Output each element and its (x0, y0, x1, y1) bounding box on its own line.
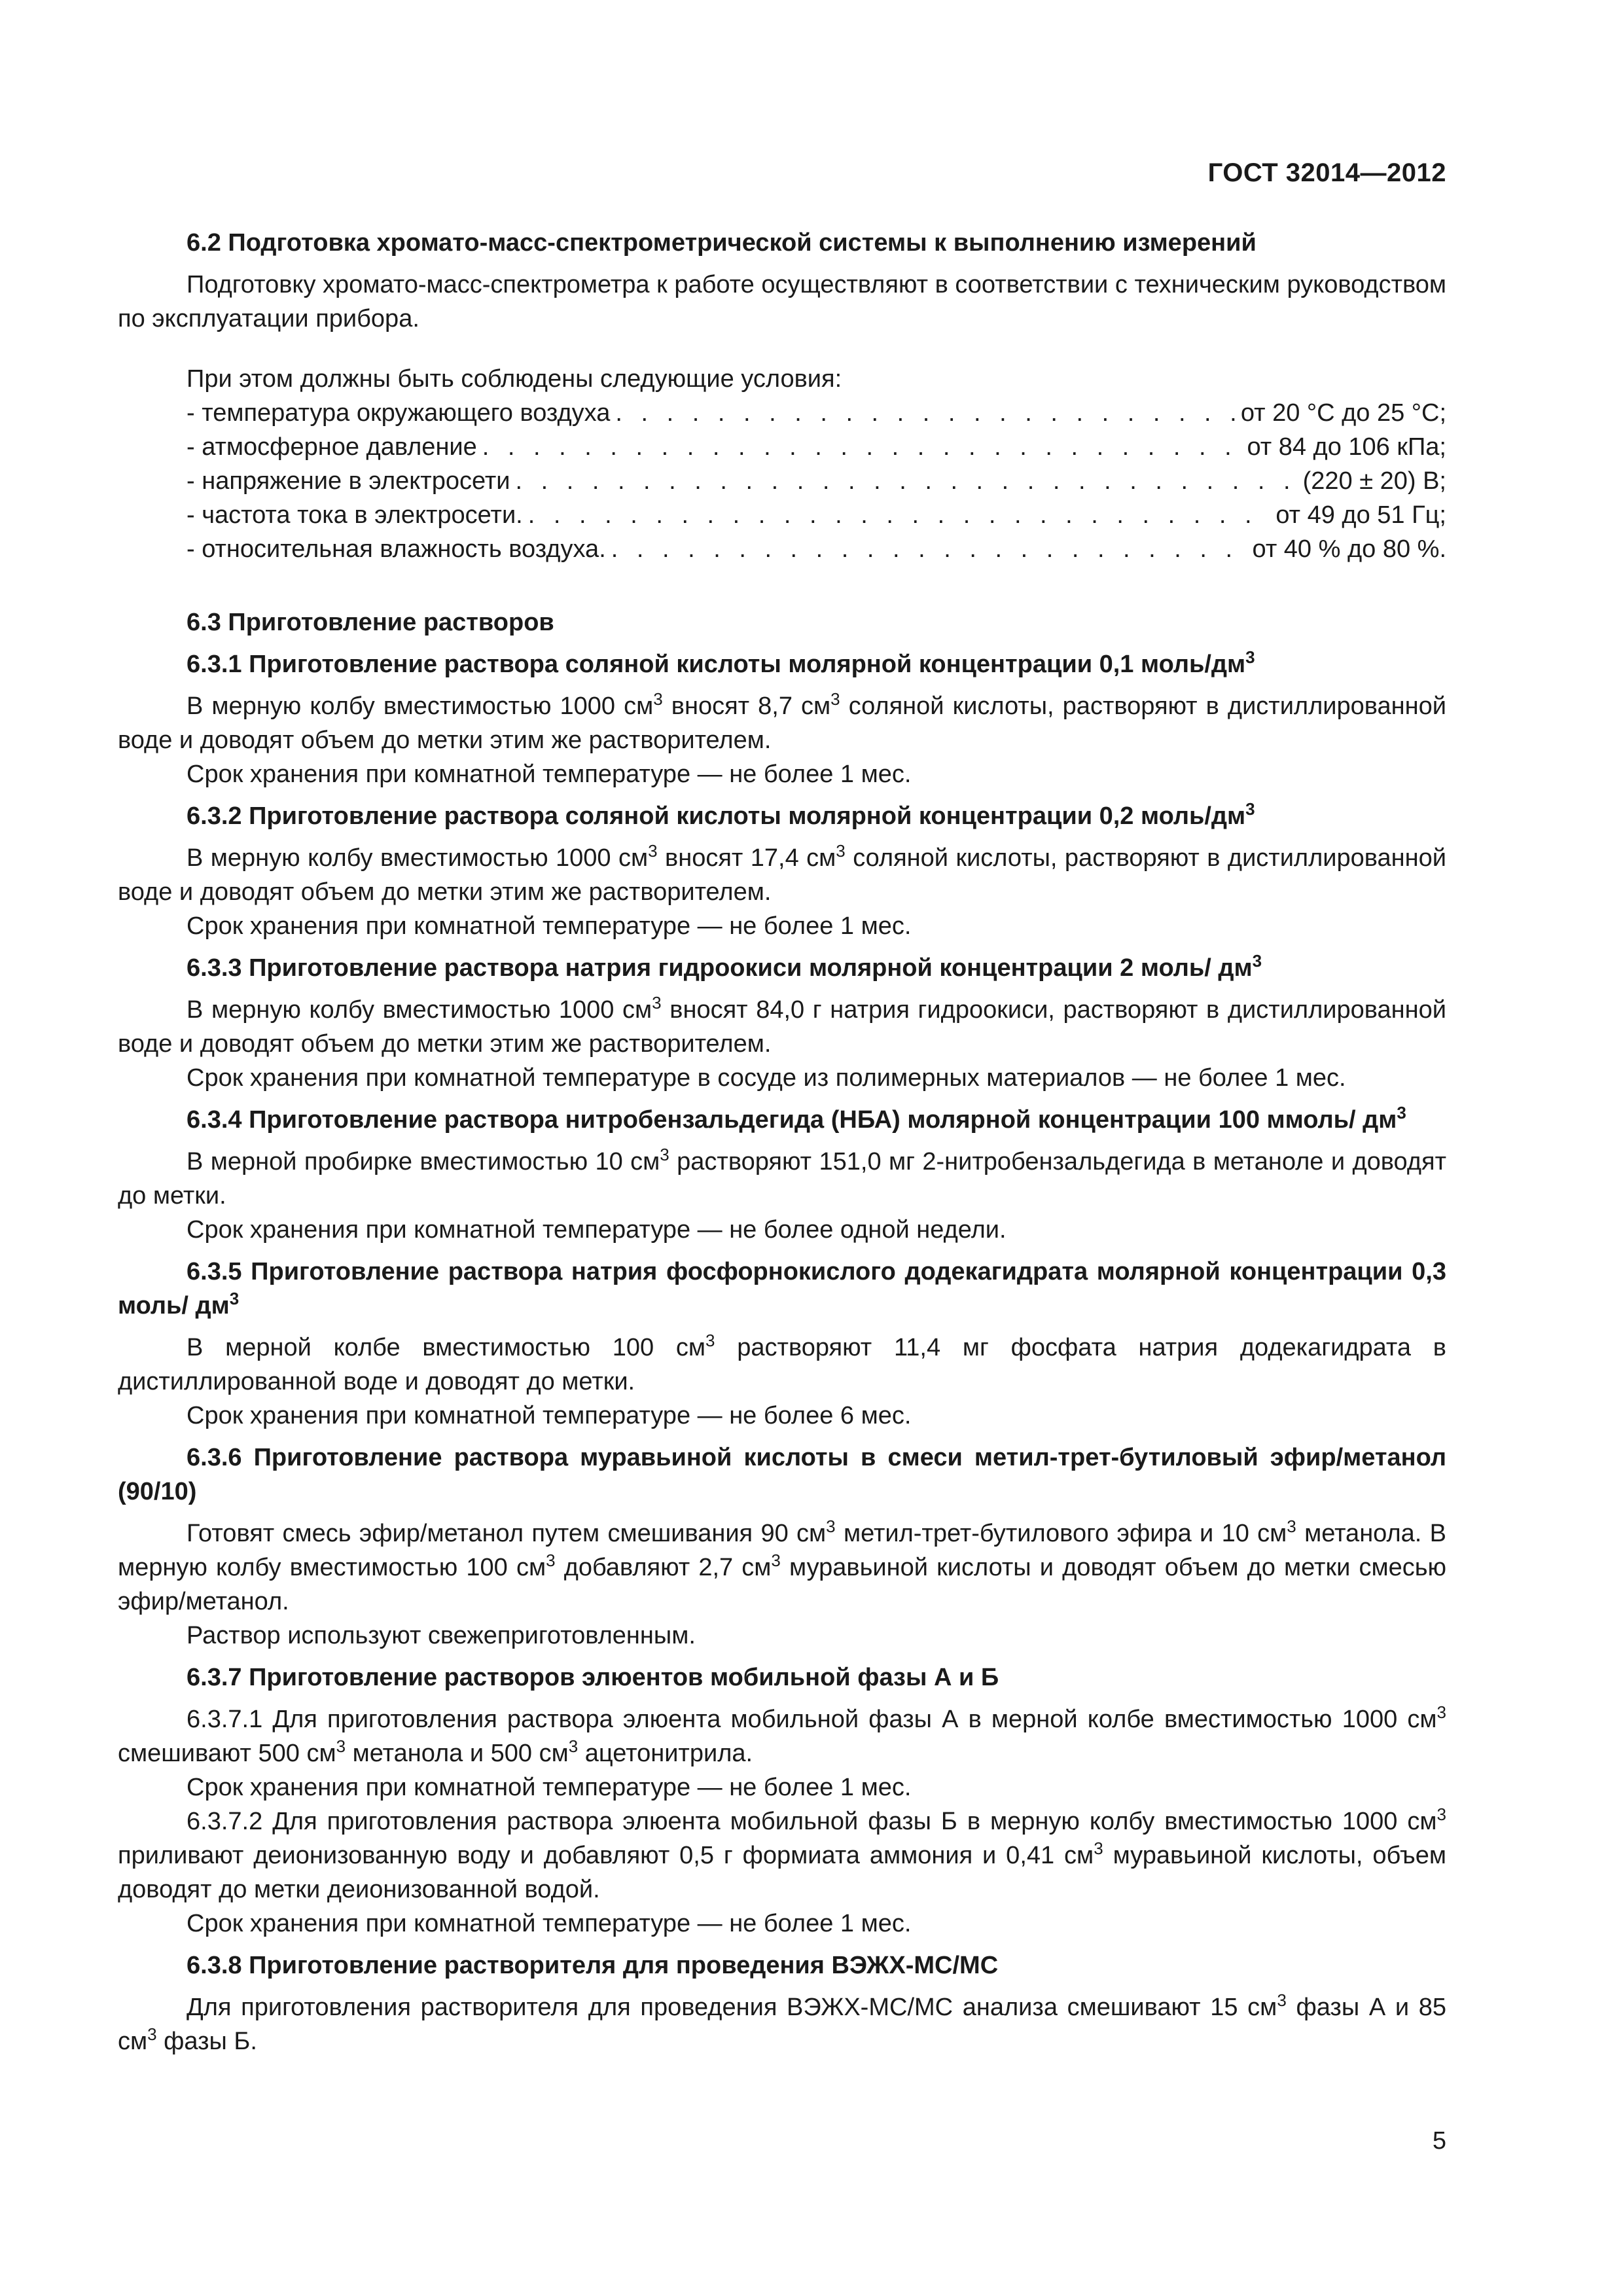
page-number: 5 (1432, 2127, 1446, 2155)
section-6-3-2-paragraph (118, 841, 1446, 909)
storage-note: Срок хранения при комнатной температуре — не более одной недели. (187, 1216, 1007, 1244)
condition-label: - напряжение в электросети (187, 467, 510, 495)
superscript: 3 (147, 2024, 157, 2044)
text-run: В мерную колбу вместимостью 1000 см (187, 844, 649, 872)
superscript: 3 (546, 1551, 556, 1570)
superscript: 3 (830, 689, 840, 709)
condition-row (118, 532, 1446, 566)
text-run: растворяют 11,4 мг фосфата натрия додекагидрата в дистиллированной воде и доводят до метки. (118, 1334, 1446, 1395)
condition-row (118, 498, 1446, 532)
storage-note: Срок хранения при комнатной температуре — не более 1 мес. (187, 1774, 912, 1801)
superscript: 3 (705, 1331, 715, 1350)
superscript: 3 (1436, 1702, 1446, 1722)
section-6-2-title: 6.2 Подготовка хромато-масс-спектрометрической системы к выполнению измерений (187, 229, 1257, 257)
superscript: 3 (1277, 1990, 1287, 2010)
condition-label: - температура окружающего воздуха (187, 399, 611, 427)
text-run: муравьиной кислоты и доводят объем до метки смесью эфир/метанол. (118, 1554, 1447, 1615)
text-run: 6.3.7.2 Для приготовления раствора элюента мобильной фазы Б в мерную колбу вместимостью 1000 см (187, 1808, 1437, 1835)
text-run: смешивают 500 см (118, 1740, 336, 1767)
superscript: 3 (660, 1145, 669, 1164)
conditions-intro: При этом должны быть соблюдены следующие условия: (187, 365, 842, 393)
text-run: фазы А и 85 см (118, 1994, 1447, 2055)
storage-note: Срок хранения при комнатной температуре — не более 1 мес. (187, 912, 912, 940)
condition-label: - частота тока в электросети. (187, 501, 523, 529)
text-run: 6.3.7.1 Для приготовления раствора элюента мобильной фазы А в мерной колбе вместимостью 1000 см (187, 1706, 1437, 1733)
superscript: 3 (1252, 951, 1262, 971)
text-run: В мерной колбе вместимостью 100 см (187, 1334, 706, 1361)
text-run: метанола. В мерную колбу вместимостью 100 см (118, 1520, 1447, 1581)
text-run: соляной кислоты, растворяют в дистиллированной воде и доводят объем до метки этим же растворителем. (118, 692, 1446, 754)
section-6-3-title: 6.3 Приготовление растворов (187, 609, 554, 636)
condition-value: (220 ± 20) В; (1302, 467, 1446, 495)
superscript: 3 (568, 1736, 579, 1756)
storage-note: Срок хранения при комнатной температуре — не более 1 мес. (187, 761, 912, 788)
text-run: вносят 17,4 см (657, 844, 836, 872)
text-run: приливают деионизованную воду и добавляют 0,5 г формиата аммония и 0,41 см (118, 1842, 1094, 1869)
condition-value: от 49 до 51 Гц; (1275, 501, 1446, 529)
dot-leader (615, 396, 1235, 430)
section-6-3-1-title (118, 647, 1446, 681)
usage-note: Раствор используют свежеприготовленным. (187, 1622, 696, 1649)
heading-text: 6.3.5 Приготовление раствора натрия фосфорнокислого додекагидрата молярной концентрации 0,3 моль/ дм (118, 1258, 1446, 1319)
text-run: метанола и 500 см (346, 1740, 569, 1767)
superscript: 3 (1245, 647, 1255, 667)
condition-label: - атмосферное давление (187, 433, 477, 461)
storage-note: Срок хранения при комнатной температуре — не более 1 мес. (187, 1910, 912, 1937)
superscript: 3 (1397, 1103, 1406, 1122)
text-run: муравьиной кислоты, объем доводят до метки деионизованной водой. (118, 1842, 1446, 1903)
text-run: В мерную колбу вместимостью 1000 см (187, 692, 654, 720)
text-run: растворяют 151,0 мг 2-нитробензальдегида в метаноле и доводят до метки. (118, 1148, 1446, 1210)
superscript: 3 (1287, 1516, 1296, 1536)
section-6-3-3-title (118, 951, 1446, 985)
section-6-3-8-paragraph (118, 1990, 1446, 2058)
condition-row (118, 464, 1446, 498)
dot-leader (482, 430, 1242, 464)
superscript: 3 (1245, 799, 1255, 819)
heading-text: 6.3.2 Приготовление раствора соляной кислоты молярной концентрации 0,2 моль/дм (187, 802, 1246, 830)
heading-text: 6.3.4 Приготовление раствора нитробензальдегида (НБА) молярной концентрации 100 ммоль/ дм (187, 1106, 1397, 1134)
text-run: соляной кислоты, растворяют в дистиллированной воде и доводят объем до метки этим же растворителем. (118, 844, 1446, 906)
text-run: вносят 8,7 см (662, 692, 831, 720)
superscript: 3 (652, 993, 662, 1013)
text-run: метил-трет-бутилового эфира и 10 см (835, 1520, 1287, 1547)
section-6-3-7-1-paragraph (118, 1702, 1446, 1770)
section-6-3-7-2-paragraph (118, 1804, 1446, 1907)
section-6-2-paragraph: Подготовку хромато-масс-спектрометра к работе осуществляют в соответствии с техническим руководством по эксплуатации прибора. (118, 271, 1446, 332)
section-6-3-1-paragraph (118, 689, 1446, 757)
text-run: добавляют 2,7 см (555, 1554, 772, 1581)
superscript: 3 (836, 841, 846, 861)
heading-text: 6.3.3 Приготовление раствора натрия гидроокиси молярной концентрации 2 моль/ дм (187, 954, 1253, 982)
superscript: 3 (1094, 1839, 1103, 1858)
storage-note: Срок хранения при комнатной температуре — не более 6 мес. (187, 1402, 912, 1429)
page-content (118, 226, 1446, 2058)
section-6-3-3-paragraph (118, 993, 1446, 1061)
superscript: 3 (653, 689, 663, 709)
condition-value: от 20 °С до 25 °С; (1240, 399, 1446, 427)
section-6-3-6-title: 6.3.6 Приготовление раствора муравьиной кислоты в смеси метил-трет-бутиловый эфир/метанол (90/10) (118, 1444, 1446, 1505)
superscript: 3 (648, 841, 658, 861)
section-6-3-5-paragraph (118, 1331, 1446, 1399)
section-6-3-5-title (118, 1255, 1446, 1323)
text-run: В мерной пробирке вместимостью 10 см (187, 1148, 660, 1175)
document-code: ГОСТ 32014—2012 (1207, 158, 1446, 187)
condition-value: от 40 % до 80 %. (1252, 535, 1446, 563)
condition-label: - относительная влажность воздуха. (187, 535, 606, 563)
section-6-3-7-title: 6.3.7 Приготовление растворов элюентов мобильной фазы А и Б (187, 1664, 999, 1691)
superscript: 3 (1436, 1804, 1446, 1824)
text-run: ацетонитрила. (578, 1740, 753, 1767)
text-run: фазы Б. (156, 2028, 257, 2055)
superscript: 3 (229, 1289, 240, 1308)
dot-leader (515, 464, 1297, 498)
text-run: Для приготовления растворителя для проведения ВЭЖХ-МС/МС анализа смешивают 15 см (187, 1994, 1277, 2021)
condition-row (118, 430, 1446, 464)
section-6-3-4-paragraph (118, 1145, 1446, 1213)
section-6-3-4-title (118, 1103, 1446, 1137)
superscript: 3 (336, 1736, 346, 1756)
superscript: 3 (771, 1551, 781, 1570)
dot-leader (611, 532, 1247, 566)
section-6-3-8-title: 6.3.8 Приготовление растворителя для проведения ВЭЖХ-МС/МС (187, 1952, 999, 1979)
section-6-3-6-paragraph (118, 1516, 1446, 1619)
condition-value: от 84 до 106 кПа; (1247, 433, 1446, 461)
text-run: В мерную колбу вместимостью 1000 см (187, 996, 652, 1024)
section-6-3-2-title (118, 799, 1446, 833)
condition-row (118, 396, 1446, 430)
dot-leader (528, 498, 1271, 532)
heading-text: 6.3.1 Приготовление раствора соляной кислоты молярной концентрации 0,1 моль/дм (187, 651, 1246, 678)
storage-note: Срок хранения при комнатной температуре в сосуде из полимерных материалов — не более 1 мес. (187, 1064, 1346, 1092)
text-run: вносят 84,0 г натрия гидроокиси, растворяют в дистиллированной воде и доводят объем до метки этим же растворителем. (118, 996, 1446, 1058)
superscript: 3 (826, 1516, 836, 1536)
text-run: Готовят смесь эфир/метанол путем смешивания 90 см (187, 1520, 827, 1547)
